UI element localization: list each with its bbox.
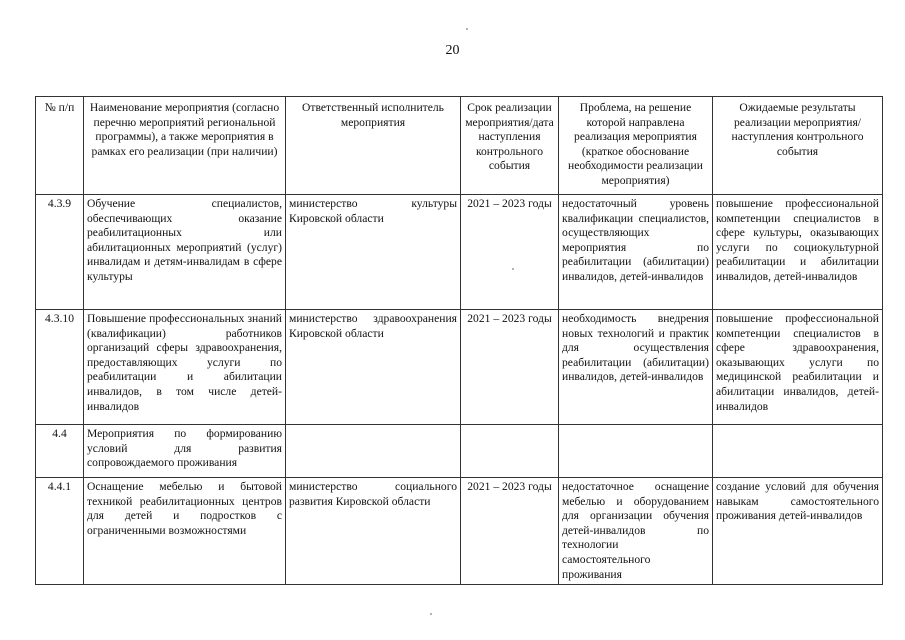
table-row <box>36 425 883 478</box>
table-row <box>36 310 883 425</box>
page-number: 20 <box>445 43 460 58</box>
cell-num: 4.4 <box>36 425 84 478</box>
header-problem: Проблема, на решение которой направлена реализация мероприятия (краткое обоснование необходимости реализации мероприятия) <box>559 97 713 195</box>
table-row <box>36 478 883 585</box>
table-header-row <box>36 97 883 195</box>
cell-name: Повышение профессиональных знаний (квалификации) работников организаций сферы здравоохранения, предоставляющих услуги по реабилитации и абилитации инвалидов, в том числе детей-инвалидов <box>84 310 286 425</box>
cell-num: 4.3.10 <box>36 310 84 425</box>
cell-problem: необходимость внедрения новых технологий и практик для осуществления реабилитации (абилитации) инвалидов, детей-инвалидов <box>559 310 713 425</box>
cell-problem: недостаточный уровень квалификации специалистов, осуществляющих мероприятия по реабилитации (абилитации) инвалидов, детей-инвалидов <box>559 195 713 310</box>
cell-result: повышение профессиональной компетенции специалистов в сфере культуры, оказывающих услуги по социокультурной реабилитации и абилитации инвалидов, детей-инвалидов <box>713 195 883 310</box>
cell-term: 2021 – 2023 годы <box>461 310 559 425</box>
cell-name: Оснащение мебелью и бытовой техникой реабилитационных центров для детей и подростков с ограниченными возможностями <box>84 478 286 585</box>
scan-speck <box>466 28 468 30</box>
cell-term: 2021 – 2023 годы <box>461 195 559 310</box>
header-term: Срок реализации мероприятия/дата наступления контрольного события <box>461 97 559 195</box>
cell-executor: министерство здравоохранения Кировской области <box>286 310 461 425</box>
cell-executor: министерство социального развития Кировской области <box>286 478 461 585</box>
header-name: Наименование мероприятия (согласно перечню мероприятий региональной программы), а также мероприятия в рамках его реализации (при наличии) <box>84 97 286 195</box>
header-num: № п/п <box>36 97 84 195</box>
cell-name: Мероприятия по формированию условий для развития сопровождаемого проживания <box>84 425 286 478</box>
cell-name: Обучение специалистов, обеспечивающих оказание реабилитационных или абилитационных мероприятий (услуг) инвалидам и детям-инвалидам в сфере культуры <box>84 195 286 310</box>
cell-result: повышение профессиональной компетенции специалистов в сфере здравоохранения, оказывающих услуги по медицинской реабилитации и абилитации инвалидов, детей-инвалидов <box>713 310 883 425</box>
cell-term: 2021 – 2023 годы <box>461 478 559 585</box>
scan-speck <box>430 613 432 615</box>
cell-num: 4.3.9 <box>36 195 84 310</box>
header-result: Ожидаемые результаты реализации мероприятия/наступления контрольного события <box>713 97 883 195</box>
cell-result: создание условий для обучения навыкам самостоятельного проживания детей-инвалидов <box>713 478 883 585</box>
scan-speck <box>512 268 514 270</box>
cell-executor <box>286 425 461 478</box>
cell-problem <box>559 425 713 478</box>
measures-table <box>35 96 883 585</box>
table-row <box>36 195 883 310</box>
cell-num: 4.4.1 <box>36 478 84 585</box>
cell-result <box>713 425 883 478</box>
cell-executor: министерство культуры Кировской области <box>286 195 461 310</box>
cell-problem: недостаточное оснащение мебелью и оборудованием для организации обучения детей-инвалидов по технологии самостоятельного проживания <box>559 478 713 585</box>
header-executor: Ответственный исполнитель мероприятия <box>286 97 461 195</box>
cell-term <box>461 425 559 478</box>
